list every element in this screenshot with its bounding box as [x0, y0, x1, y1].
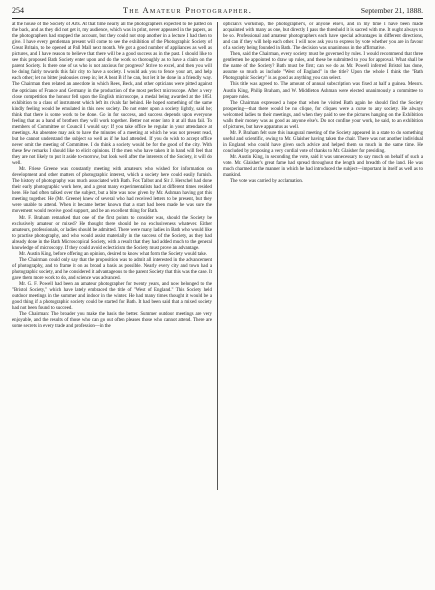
column-divider — [217, 22, 218, 490]
paragraph: The vote was carried by acclamation. — [230, 179, 304, 185]
paragraph: Mr. F. Braham remarked that one of the first points to consider was, should the Society be exclusively amateur or mixed? He thought there should be no exclusiveness whatever. Either amateurs, professionals, or ladies should be admitted. There were many ladies in Bath who would like to practise photography, and who would assist materially in the success of the Society, as they had already done in the Bath Microscopical Society, with a result that they had added much to the general knowledge of microscopy. If they could avoid eclecticism the Society must prove an advantage. — [12, 215, 212, 251]
paragraph: Mr. Austin King, in seconding the vote, said it was unnecessary to say much on behalf of such a vote. Mr. Glaisher's great fame had spread throughout the length and breadth of the land. He was much charmed at the manner in which he had introduced the subject—important in itself as well as to mankind. — [223, 155, 423, 179]
paragraph: Then, said the Chairman, every society must be governed by rules. I would recommend that three gentlemen be appointed to draw up rules, and these be submitted to you for approval. What shall be the name of the Society? Bath must be first; can we do as Mr. Powell inferred Bristol has done, assume so much as include "West of England" in the title? Upon the whole I think the "Bath Photographic Society" is as good as anything you can select. — [223, 52, 423, 82]
paragraph: The Chairman expressed a hope that when he visited Bath again he should find the Society prospering—that there would be no clique, for cliques were a curse to any society. He always welcomed ladies to their meetings, and when they paid to see the pictures hanging on the Exhibition walls their money was as good as anyone else's. Do not confine your work, he said, to an exhibition of pictures, but have apparatus as well. — [223, 100, 423, 130]
paragraph: Mr. Friese Greene was constantly meeting with amateurs who wished for information on development and other matters of photographic interest, which a society here could easily furnish. The history of photography was much associated with Bath. Fox Talbot and Sir J. Herschel had done their early photographic work here, and a great many experimentalists had at different times resided here. He had often talked over the subject, but a bite was now given by Mr. Ashman having got this meeting together. He (Mr. Greene) knew of several who had received letters to be present, but they were unable to attend. When it became better known that a start had been made he was sure the movement would receive good support, and be an excellent thing for Bath. — [12, 167, 212, 215]
paragraph: The Chairman could only say that the proposition was to admit all interested in the advancement of photography, and to frame it on as broad a basis as possible. Nearly every city and town had a photographic society, and he considered it advantageous to the parent Society that this was the case. It gave them more work to do, and science was advanced. — [12, 257, 212, 281]
paragraph: at the house of the Society of Arts. At that time nearly all the photographers expected to be patted on the back, and as they did not get it, my audience, which was in print, never appeared in the papers, as the photographers had stopped the account, but they could not stop another in a lecture I had then to give. I have every gentleman present will come to see the exhibition of the Photographic Society of Great Britain, to be opened at Pall Mall next month. We got a good number of appliances as well as pictures, and I have reason to believe that there will be a good success as in the past. I should like to see this proposed Bath Society enter upon and do the work so thoroughly as to have a claim on the parent Society. Is there one of us who is not anxious for progress? Strive to excel, and then you will be doing fairly towards this fair city to have a society. I would ask you to fence your art, and help each other; let no bitter jealousies creep in; let A beat B if he can, but let it be done in a friendly way. The Chairman then related an anecdote in which Rees, Beck, and other opticians were pitted against the opticians of France and Germany in the production of the most perfect microscope. After a very close competition the honour fell upon the English microscope, a medal being awarded at the 1851 exhibition to a class of instrument which left its rivals far behind. He hoped something of the same kindly feeling would be emulated in this new society. Do not enter upon a society lightly, said he; think that there is some work to be done. Go in for success, and success depends upon everyone feeling that as a band of brothers they will work together. Better not enter into it at all than fail. To members of Committee or Council I would say: If you take office be regular in your attendance at meetings. An absentee may ask to have the minutes of a meeting at which he was not present read, but he cannot understand the subject so well as if he had attended. If you do wish to accept office never omit the meeting of Committee. I do think a society would be for the good of the city. With these few remarks I should like to elicit opinions. If the men who have taken it in hand will feel that they are not likely to put it aside to-morrow, but look well after the interests of the Society, it will do well. — [12, 22, 212, 167]
paragraph: Mr. G. F. Powell had been an amateur photographer for twenty years, and now belonged to the "Bristol Society," which have lately embraced the title of "West of England." This Society held outdoor meetings in the summer and indoor in the winter. He had many times thought it would be a good thing if a photographic society could be started for Bath. It had been said that a mixed society had not been found to succeed. — [12, 282, 212, 312]
publication-title: The Amateur Photographer. — [122, 5, 253, 15]
left-column — [12, 22, 212, 582]
paragraph: Mr. P. Braham felt sure this inaugural meeting of the Society appeared in a state to do something useful and scientific, owing to Mr. Glaisher having taken the chair. There was not another individual in England who could have given such advice and helped them so much in the same time. He concluded by proposing a very cordial vote of thanks to Mr. Glaisher for presiding. — [223, 130, 423, 154]
page-number: 254 — [12, 6, 24, 15]
article-columns — [12, 22, 423, 582]
running-header — [12, 4, 423, 16]
issue-date: September 21, 1888. — [360, 6, 423, 15]
paragraph: The Chairman: The broader you make the basis the better. Summer outdoor meetings are very enjoyable, and the results of those who can go out often pleases those who cannot attend. There are some secrets in every trade and profession—in the — [12, 312, 212, 330]
paragraph: This title was agreed to. The amount of annual subscription was fixed at half a guinea. Messrs. Austin King, Philip Braham, and W. Middleton Ashman were elected unanimously a committee to prepare rules. — [223, 82, 423, 100]
paragraph: optician's workshop, the photographer's, or anyone else's, and in my time I have been made acquainted with many as one, but directly I pass the threshold it is sacred with me. It ought always to be so. Professional and amateur photographers each have special advantages in different directions, and can if they will help each other. I will now ask you to express by vote whether you are in favour of a society being founded in Bath. The decision was unanimous in the affirmative. — [223, 22, 423, 52]
right-column — [223, 22, 423, 582]
header-rule — [12, 18, 423, 19]
paragraph: Mr. Austin King, before offering an opinion, desired to know what form the Society would take. — [19, 251, 208, 257]
